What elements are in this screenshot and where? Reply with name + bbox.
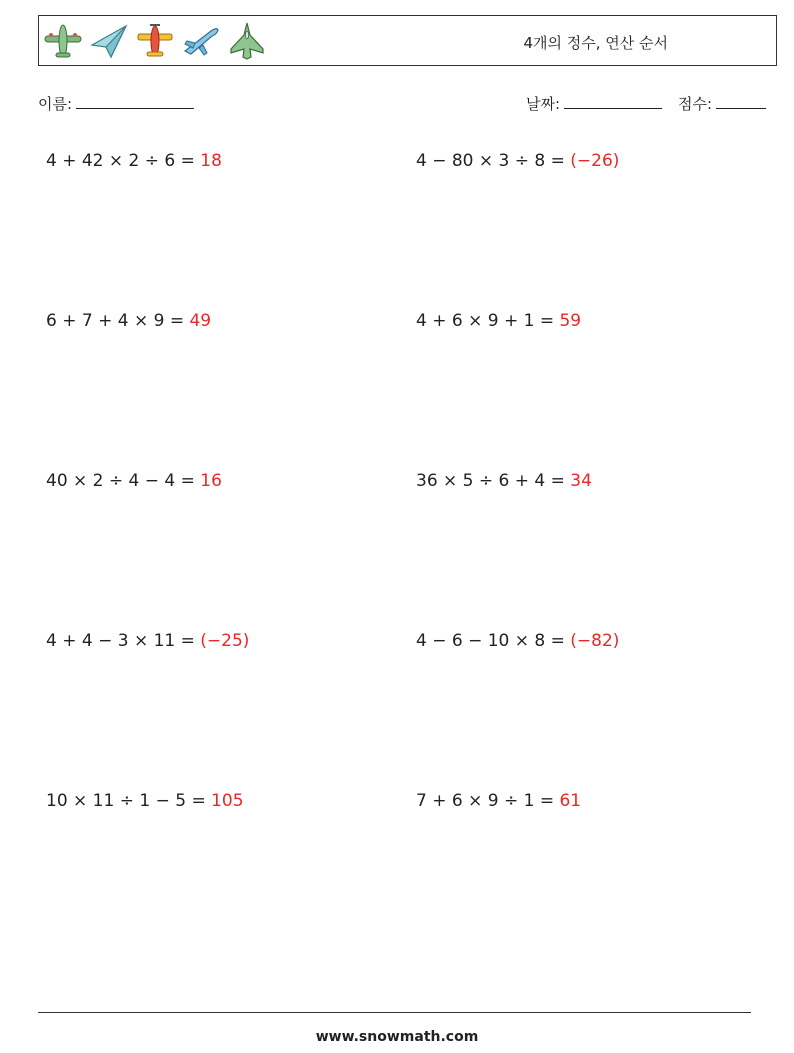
score-field [678, 93, 766, 114]
worksheet-title: 4개의 정수, 연산 순서 [523, 34, 668, 52]
problem-8 [416, 631, 619, 651]
date-field [526, 93, 662, 114]
problem-answer: 59 [559, 311, 582, 331]
jet-plane-icon [181, 21, 221, 61]
problem-expression: 7 + 6 × 9 ÷ 1 = [416, 791, 560, 811]
score-label: 점수: [678, 95, 713, 113]
paper-plane-icon [89, 21, 129, 61]
problem-expression: 4 + 42 × 2 ÷ 6 = [46, 151, 201, 171]
score-blank[interactable] [716, 96, 766, 109]
problem-4 [416, 311, 581, 331]
problem-expression: 4 − 80 × 3 ÷ 8 = [416, 151, 571, 171]
problem-answer: 49 [189, 311, 212, 331]
problem-10 [416, 791, 581, 811]
problem-expression: 6 + 7 + 4 × 9 = [46, 311, 190, 331]
problem-expression: 40 × 2 ÷ 4 − 4 = [46, 471, 201, 491]
problem-3 [46, 311, 211, 331]
problem-answer: (−26) [570, 151, 620, 171]
problem-answer: 16 [200, 471, 222, 491]
problem-answer: 34 [570, 471, 592, 491]
name-label: 이름: [38, 95, 73, 113]
problem-5 [46, 471, 222, 491]
problem-9 [46, 791, 244, 811]
problem-answer: 61 [559, 791, 582, 811]
footer-divider [38, 1012, 751, 1013]
problem-expression: 36 × 5 ÷ 6 + 4 = [416, 471, 571, 491]
footer-url[interactable]: www.snowmath.com [315, 1029, 479, 1045]
problem-7 [46, 631, 249, 651]
date-label: 날짜: [526, 95, 561, 113]
biplane-icon [135, 21, 175, 61]
icon-strip [43, 19, 267, 63]
problem-6 [416, 471, 592, 491]
propeller-plane-icon [43, 21, 83, 61]
fighter-jet-icon [227, 21, 267, 61]
problem-1 [46, 151, 222, 171]
problem-answer: (−82) [570, 631, 620, 651]
problem-answer: (−25) [200, 631, 250, 651]
problem-answer: 105 [211, 791, 244, 811]
problem-answer: 18 [200, 151, 222, 171]
date-blank[interactable] [564, 96, 662, 109]
problem-2 [416, 151, 619, 171]
header-box [38, 15, 777, 66]
problem-expression: 10 × 11 ÷ 1 − 5 = [46, 791, 212, 811]
name-field [38, 93, 194, 114]
problem-expression: 4 + 4 − 3 × 11 = [46, 631, 201, 651]
problem-expression: 4 − 6 − 10 × 8 = [416, 631, 571, 651]
problem-expression: 4 + 6 × 9 + 1 = [416, 311, 560, 331]
name-blank[interactable] [76, 96, 194, 109]
